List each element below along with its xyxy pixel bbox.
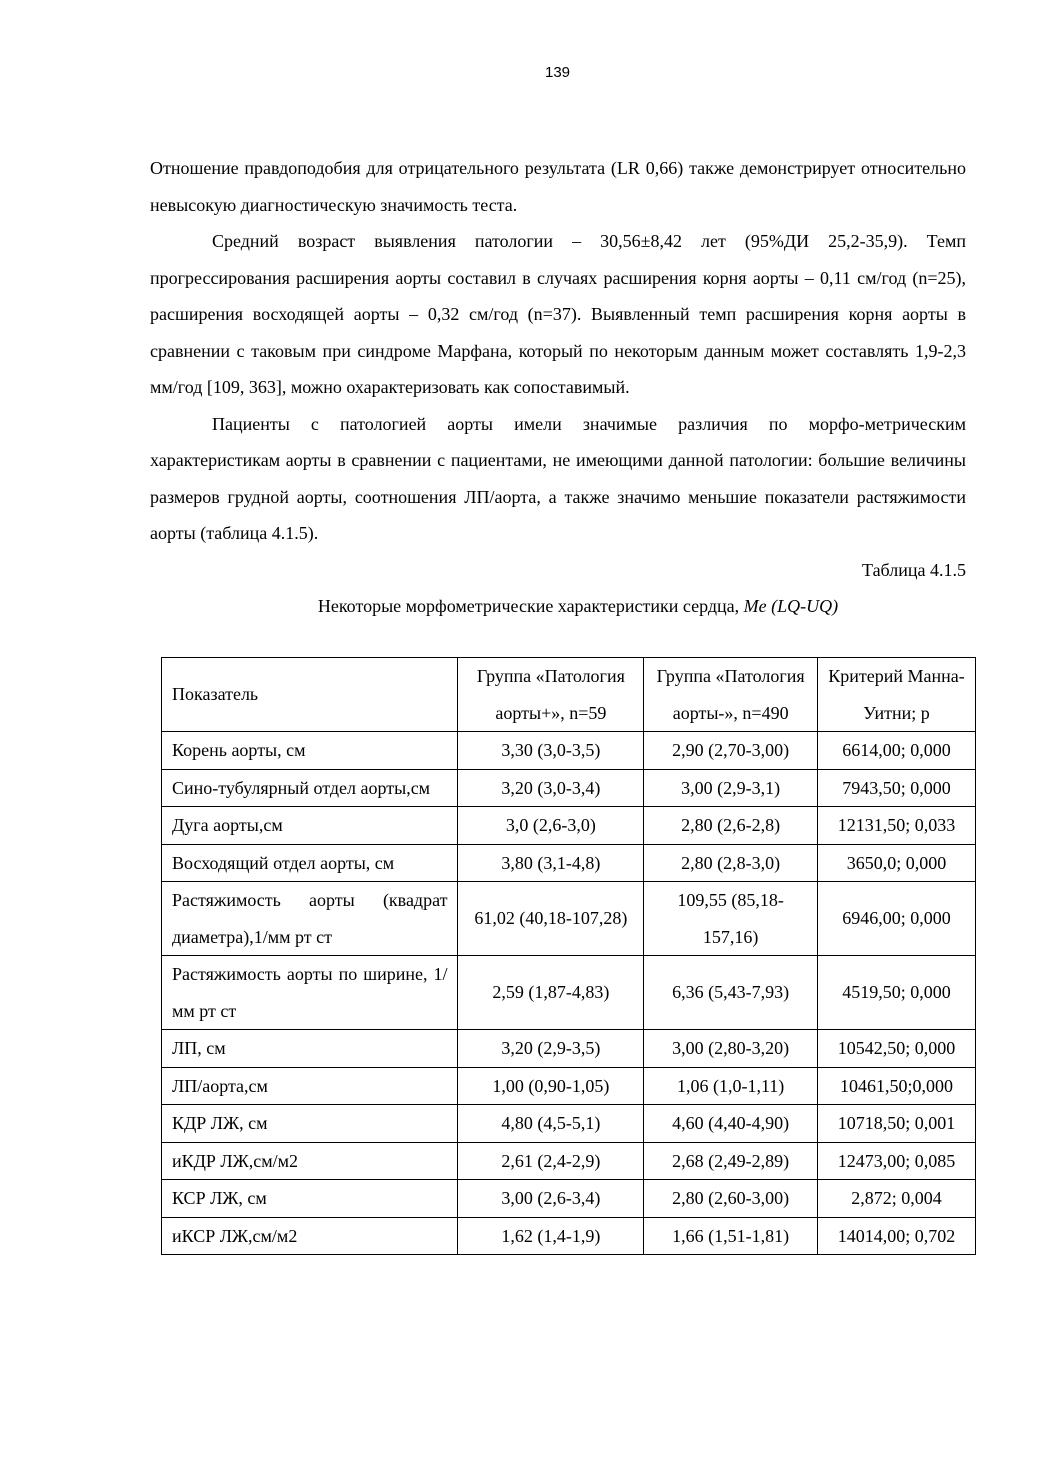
table-cell: 7943,50; 0,000 (818, 769, 976, 807)
body-text (150, 150, 966, 625)
header-group-plus: Группа «Патология аорты+», n=59 (458, 658, 644, 732)
table-cell: 3,0 (2,6-3,0) (458, 807, 644, 845)
header-group-minus: Группа «Патология аорты-», n=490 (644, 658, 818, 732)
table-cell: 1,62 (1,4-1,9) (458, 1217, 644, 1255)
row-label: КСР ЛЖ, см (162, 1180, 458, 1218)
table-cell: 1,66 (1,51-1,81) (644, 1217, 818, 1255)
table-caption (150, 588, 966, 625)
table-cell: 4,60 (4,40-4,90) (644, 1105, 818, 1143)
paragraph-2: Средний возраст выявления патологии – 30,56±8,42 лет (95%ДИ 25,2-35,9). Темп прогрессирования расширения аорты составил в случаях расширения корня аорты – 0,11 см/год (n=25), расширения восходящей аорты – 0,32 см/год (n=37). Выявленный темп расширения корня аорты в сравнении с таковым при синдроме Марфана, который по некоторым данным может составлять 1,9-2,3 мм/год [109, 363], можно охарактеризовать как сопоставимый. (150, 231, 966, 397)
table-cell: 3650,0; 0,000 (818, 844, 976, 882)
table-cell: 1,00 (0,90-1,05) (458, 1067, 644, 1105)
table-cell: 6,36 (5,43-7,93) (644, 956, 818, 1030)
table-cell: 10718,50; 0,001 (818, 1105, 976, 1143)
table-row (162, 1030, 976, 1068)
table-row (162, 956, 976, 1030)
table-row (162, 732, 976, 770)
row-label: Растяжимость аорты (квадрат диаметра),1/мм рт ст (162, 882, 458, 956)
table-row (162, 769, 976, 807)
table-body (162, 732, 976, 1255)
row-label: Дуга аорты,см (162, 807, 458, 845)
table-row (162, 882, 976, 956)
row-label: иКСР ЛЖ,см/м2 (162, 1217, 458, 1255)
table-cell: 3,00 (2,80-3,20) (644, 1030, 818, 1068)
table-row (162, 1142, 976, 1180)
table-cell: 109,55 (85,18-157,16) (644, 882, 818, 956)
row-label: ЛП, см (162, 1030, 458, 1068)
table-cell: 2,90 (2,70-3,00) (644, 732, 818, 770)
header-indicator: Показатель (162, 658, 458, 732)
page-number: 139 (544, 64, 571, 81)
row-label: Сино-тубулярный отдел аорты,см (162, 769, 458, 807)
table-cell: 10542,50; 0,000 (818, 1030, 976, 1068)
table-cell: 2,80 (2,6-2,8) (644, 807, 818, 845)
table-cell: 2,872; 0,004 (818, 1180, 976, 1218)
row-label: КДР ЛЖ, см (162, 1105, 458, 1143)
table-cell: 3,00 (2,9-3,1) (644, 769, 818, 807)
table-cell: 2,61 (2,4-2,9) (458, 1142, 644, 1180)
table-cell: 12473,00; 0,085 (818, 1142, 976, 1180)
table-cell: 2,68 (2,49-2,89) (644, 1142, 818, 1180)
table-cell: 2,59 (1,87-4,83) (458, 956, 644, 1030)
row-label: иКДР ЛЖ,см/м2 (162, 1142, 458, 1180)
table-cell: 3,20 (3,0-3,4) (458, 769, 644, 807)
table-cell: 3,30 (3,0-3,5) (458, 732, 644, 770)
table-cell: 6946,00; 0,000 (818, 882, 976, 956)
table-row (162, 1180, 976, 1218)
table-cell: 14014,00; 0,702 (818, 1217, 976, 1255)
row-label: Корень аорты, см (162, 732, 458, 770)
table-cell: 4519,50; 0,000 (818, 956, 976, 1030)
table-cell: 3,00 (2,6-3,4) (458, 1180, 644, 1218)
table-cell: 1,06 (1,0-1,11) (644, 1067, 818, 1105)
table-cell: 3,20 (2,9-3,5) (458, 1030, 644, 1068)
paragraph-1: Отношение правдоподобия для отрицательного результата (LR 0,66) также демонстрирует относительно невысокую диагностическую значимость теста. (150, 158, 966, 215)
header-mann-whitney: Критерий Манна-Уитни; p (818, 658, 976, 732)
row-label: Растяжимость аорты по ширине, 1/мм рт ст (162, 956, 458, 1030)
table-label: Таблица 4.1.5 (862, 559, 966, 580)
table-row (162, 1105, 976, 1143)
table-row (162, 1217, 976, 1255)
table-row (162, 1067, 976, 1105)
paragraph-3: Пациенты с патологией аорты имели значимые различия по морфо-метрическим характеристикам аорты в сравнении с пациентами, не имеющими данной патологии: большие величины размеров грудной аорты, соотношения ЛП/аорта, а также значимо меньшие показатели растяжимости аорты (таблица 4.1.5). (150, 413, 966, 543)
table-cell: 4,80 (4,5-5,1) (458, 1105, 644, 1143)
table-cell: 3,80 (3,1-4,8) (458, 844, 644, 882)
table-row (162, 844, 976, 882)
table-cell: 2,80 (2,60-3,00) (644, 1180, 818, 1218)
table-caption-italic: Me (LQ-UQ) (743, 596, 839, 616)
table-cell: 10461,50;0,000 (818, 1067, 976, 1105)
table-row (162, 807, 976, 845)
table-cell: 61,02 (40,18-107,28) (458, 882, 644, 956)
table-cell: 12131,50; 0,033 (818, 807, 976, 845)
table-caption-text: Некоторые морфометрические характеристики сердца, (317, 596, 744, 616)
row-label: ЛП/аорта,см (162, 1067, 458, 1105)
table-cell: 2,80 (2,8-3,0) (644, 844, 818, 882)
table-cell: 6614,00; 0,000 (818, 732, 976, 770)
morphometric-table (161, 657, 976, 1255)
row-label: Восходящий отдел аорты, см (162, 844, 458, 882)
table-header-row (162, 658, 976, 732)
